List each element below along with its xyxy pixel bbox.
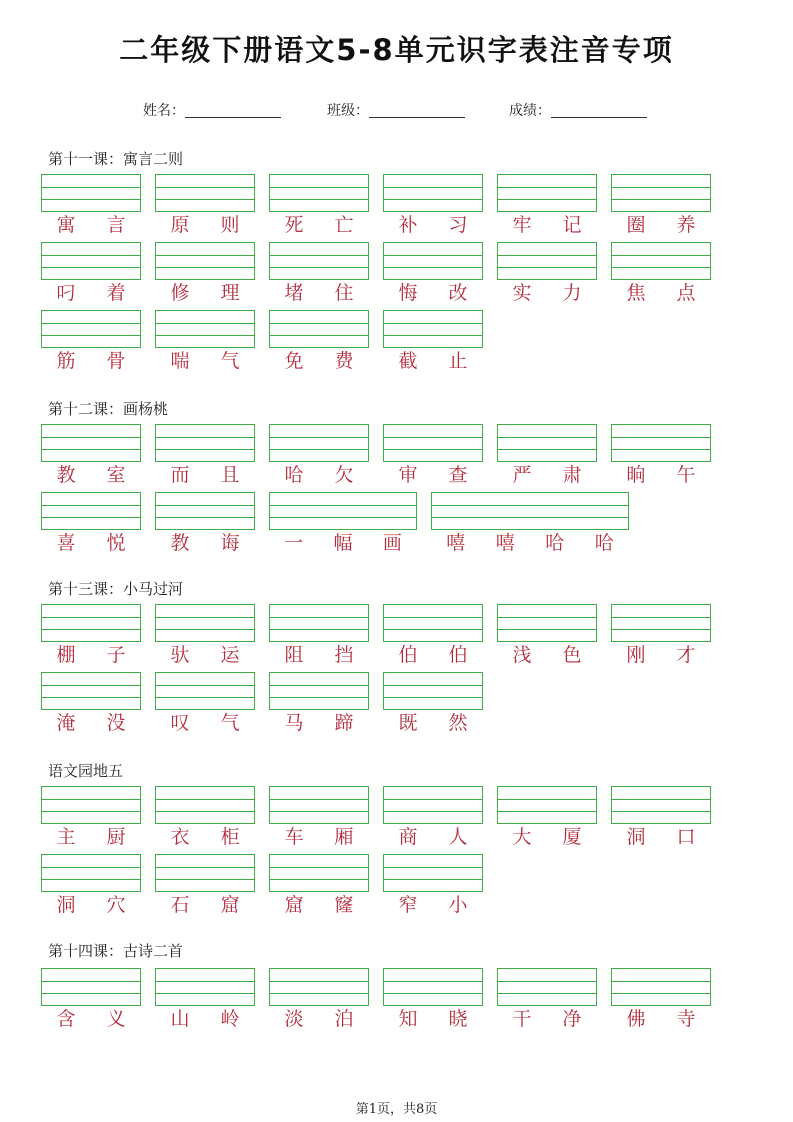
word-item	[41, 604, 141, 666]
character: 驮	[170, 644, 190, 666]
character: 窄	[398, 894, 418, 916]
character: 气	[220, 712, 240, 734]
character: 然	[448, 712, 468, 734]
class-blank[interactable]	[369, 103, 465, 118]
pinyin-writing-box[interactable]	[611, 786, 711, 824]
pinyin-writing-box[interactable]	[269, 968, 369, 1006]
word-characters	[383, 1008, 483, 1030]
character: 实	[512, 282, 532, 304]
lesson-title: 第十四课：古诗二首	[48, 942, 184, 960]
pinyin-writing-box[interactable]	[383, 672, 483, 710]
pinyin-writing-box[interactable]	[383, 174, 483, 212]
character: 嘻	[446, 532, 466, 554]
character: 厦	[562, 826, 582, 848]
word-characters	[611, 1008, 711, 1030]
word-item	[383, 424, 483, 486]
character: 棚	[56, 644, 76, 666]
pinyin-writing-box[interactable]	[41, 242, 141, 280]
word-characters	[41, 350, 141, 372]
word-item	[269, 310, 369, 372]
word-item	[383, 786, 483, 848]
word-characters	[497, 644, 597, 666]
word-item	[431, 492, 629, 554]
pinyin-writing-box[interactable]	[269, 424, 369, 462]
character: 午	[676, 464, 696, 486]
character: 严	[512, 464, 532, 486]
character: 衣	[170, 826, 190, 848]
word-item	[611, 242, 711, 304]
character: 浅	[512, 644, 532, 666]
word-characters	[497, 214, 597, 236]
character: 免	[284, 350, 304, 372]
word-characters	[383, 712, 483, 734]
word-item	[383, 310, 483, 372]
pinyin-writing-box[interactable]	[155, 968, 255, 1006]
character: 点	[676, 282, 696, 304]
word-item	[383, 968, 483, 1030]
character: 商	[398, 826, 418, 848]
word-characters	[155, 532, 255, 554]
character: 山	[170, 1008, 190, 1030]
character: 修	[170, 282, 190, 304]
pinyin-writing-box[interactable]	[383, 854, 483, 892]
word-characters	[41, 282, 141, 304]
word-item	[41, 242, 141, 304]
pinyin-writing-box[interactable]	[269, 492, 417, 530]
character: 室	[106, 464, 126, 486]
character: 哈	[594, 532, 614, 554]
character: 晌	[626, 464, 646, 486]
character: 柜	[220, 826, 240, 848]
word-characters	[155, 894, 255, 916]
word-item	[155, 604, 255, 666]
word-item	[155, 242, 255, 304]
word-item	[155, 492, 255, 554]
word-characters	[155, 826, 255, 848]
character: 悦	[106, 532, 126, 554]
word-item	[155, 672, 255, 734]
character: 骨	[106, 350, 126, 372]
character: 费	[334, 350, 354, 372]
pinyin-writing-box[interactable]	[269, 672, 369, 710]
word-item	[41, 854, 141, 916]
character: 佛	[626, 1008, 646, 1030]
word-item	[269, 604, 369, 666]
character: 叹	[170, 712, 190, 734]
character: 言	[106, 214, 126, 236]
pinyin-writing-box[interactable]	[155, 492, 255, 530]
character: 寺	[676, 1008, 696, 1030]
pinyin-writing-box[interactable]	[269, 174, 369, 212]
pinyin-writing-box[interactable]	[41, 672, 141, 710]
character: 干	[512, 1008, 532, 1030]
word-item	[155, 786, 255, 848]
word-characters	[497, 464, 597, 486]
character: 人	[448, 826, 468, 848]
name-field	[143, 100, 281, 120]
word-characters	[155, 464, 255, 486]
word-item	[155, 854, 255, 916]
word-item	[269, 492, 417, 554]
word-item	[155, 968, 255, 1030]
pinyin-writing-box[interactable]	[155, 242, 255, 280]
character: 子	[106, 644, 126, 666]
character: 车	[284, 826, 304, 848]
pinyin-writing-box[interactable]	[611, 604, 711, 642]
character: 改	[448, 282, 468, 304]
score-blank[interactable]	[551, 103, 647, 118]
word-characters	[269, 464, 369, 486]
word-characters	[497, 282, 597, 304]
word-item	[269, 786, 369, 848]
character: 堵	[284, 282, 304, 304]
word-item	[41, 492, 141, 554]
pinyin-writing-box[interactable]	[497, 242, 597, 280]
pinyin-writing-box[interactable]	[155, 424, 255, 462]
word-item	[383, 672, 483, 734]
pinyin-writing-box[interactable]	[155, 310, 255, 348]
character: 义	[106, 1008, 126, 1030]
word-characters	[41, 532, 141, 554]
word-item	[41, 424, 141, 486]
character: 刚	[626, 644, 646, 666]
pinyin-writing-box[interactable]	[155, 786, 255, 824]
pinyin-writing-box[interactable]	[155, 854, 255, 892]
character: 寓	[56, 214, 76, 236]
pinyin-writing-box[interactable]	[611, 174, 711, 212]
word-characters	[41, 1008, 141, 1030]
character: 才	[676, 644, 696, 666]
character: 色	[562, 644, 582, 666]
pinyin-writing-box[interactable]	[497, 786, 597, 824]
character: 肃	[562, 464, 582, 486]
pinyin-writing-box[interactable]	[383, 786, 483, 824]
character: 画	[382, 532, 402, 554]
character: 厢	[334, 826, 354, 848]
pinyin-writing-box[interactable]	[269, 854, 369, 892]
pinyin-writing-box[interactable]	[41, 310, 141, 348]
character: 窟	[220, 894, 240, 916]
word-item	[497, 174, 597, 236]
character: 习	[448, 214, 468, 236]
character: 伯	[398, 644, 418, 666]
word-item	[383, 242, 483, 304]
word-item	[269, 174, 369, 236]
class-field	[327, 100, 465, 120]
word-item	[383, 604, 483, 666]
word-characters	[155, 282, 255, 304]
word-item	[611, 786, 711, 848]
word-characters	[269, 826, 369, 848]
pinyin-writing-box[interactable]	[41, 968, 141, 1006]
word-characters	[155, 350, 255, 372]
pinyin-writing-box[interactable]	[155, 672, 255, 710]
word-characters	[155, 644, 255, 666]
pinyin-writing-box[interactable]	[383, 242, 483, 280]
character: 亡	[334, 214, 354, 236]
word-characters	[41, 712, 141, 734]
pinyin-writing-box[interactable]	[269, 604, 369, 642]
word-characters	[269, 712, 369, 734]
character: 审	[398, 464, 418, 486]
character: 诲	[220, 532, 240, 554]
word-characters	[611, 826, 711, 848]
pinyin-writing-box[interactable]	[41, 424, 141, 462]
lesson-title: 语文园地五	[48, 762, 124, 780]
word-characters	[41, 214, 141, 236]
word-item	[41, 786, 141, 848]
pinyin-writing-box[interactable]	[269, 242, 369, 280]
word-item	[611, 424, 711, 486]
word-item	[155, 174, 255, 236]
word-item	[269, 424, 369, 486]
word-characters	[383, 894, 483, 916]
word-characters	[611, 644, 711, 666]
word-characters	[269, 532, 417, 554]
word-item	[497, 968, 597, 1030]
word-characters	[383, 350, 483, 372]
character: 圈	[626, 214, 646, 236]
character: 补	[398, 214, 418, 236]
character: 牢	[512, 214, 532, 236]
character: 筋	[56, 350, 76, 372]
lesson-title: 第十一课：寓言二则	[48, 150, 184, 168]
pinyin-writing-box[interactable]	[41, 786, 141, 824]
character: 哈	[284, 464, 304, 486]
lesson-title: 第十二课：画杨桃	[48, 400, 169, 418]
word-characters	[41, 644, 141, 666]
character: 焦	[626, 282, 646, 304]
character: 悔	[398, 282, 418, 304]
name-label: 姓名：	[143, 103, 185, 119]
character: 幅	[333, 532, 353, 554]
character: 知	[398, 1008, 418, 1030]
pinyin-writing-box[interactable]	[497, 968, 597, 1006]
pinyin-writing-box[interactable]	[611, 242, 711, 280]
pinyin-writing-box[interactable]	[497, 174, 597, 212]
character: 马	[284, 712, 304, 734]
word-item	[41, 310, 141, 372]
word-item	[497, 604, 597, 666]
word-item	[497, 424, 597, 486]
character: 含	[56, 1008, 76, 1030]
character: 淹	[56, 712, 76, 734]
word-characters	[383, 214, 483, 236]
character: 则	[220, 214, 240, 236]
character: 窿	[334, 894, 354, 916]
pinyin-writing-box[interactable]	[383, 424, 483, 462]
pinyin-writing-box[interactable]	[155, 604, 255, 642]
pinyin-writing-box[interactable]	[383, 968, 483, 1006]
word-characters	[383, 644, 483, 666]
name-blank[interactable]	[185, 103, 281, 118]
word-characters	[155, 1008, 255, 1030]
character: 住	[334, 282, 354, 304]
word-characters	[497, 826, 597, 848]
word-characters	[269, 1008, 369, 1030]
character: 净	[562, 1008, 582, 1030]
character: 止	[448, 350, 468, 372]
word-item	[269, 968, 369, 1030]
character: 原	[170, 214, 190, 236]
character: 记	[562, 214, 582, 236]
word-item	[611, 604, 711, 666]
word-characters	[383, 464, 483, 486]
word-item	[155, 310, 255, 372]
word-item	[41, 672, 141, 734]
pinyin-writing-box[interactable]	[269, 310, 369, 348]
word-item	[269, 854, 369, 916]
pinyin-writing-box[interactable]	[155, 174, 255, 212]
word-characters	[497, 1008, 597, 1030]
word-characters	[155, 214, 255, 236]
pinyin-writing-box[interactable]	[41, 604, 141, 642]
word-characters	[269, 644, 369, 666]
word-characters	[611, 282, 711, 304]
character: 气	[220, 350, 240, 372]
word-item	[41, 968, 141, 1030]
word-item	[497, 786, 597, 848]
word-item	[611, 174, 711, 236]
pinyin-writing-box[interactable]	[497, 424, 597, 462]
word-characters	[611, 464, 711, 486]
character: 石	[170, 894, 190, 916]
character: 教	[170, 532, 190, 554]
character: 教	[56, 464, 76, 486]
pinyin-writing-box[interactable]	[383, 604, 483, 642]
word-item	[41, 174, 141, 236]
word-characters	[41, 894, 141, 916]
word-characters	[41, 464, 141, 486]
character: 口	[676, 826, 696, 848]
character: 晓	[448, 1008, 468, 1030]
character: 着	[106, 282, 126, 304]
character: 既	[398, 712, 418, 734]
character: 小	[448, 894, 468, 916]
word-characters	[269, 350, 369, 372]
word-item	[155, 424, 255, 486]
word-characters	[41, 826, 141, 848]
word-characters	[383, 826, 483, 848]
character: 喘	[170, 350, 190, 372]
character: 运	[220, 644, 240, 666]
character: 泊	[334, 1008, 354, 1030]
pinyin-writing-box[interactable]	[41, 174, 141, 212]
character: 一	[284, 532, 304, 554]
word-characters	[155, 712, 255, 734]
word-item	[383, 854, 483, 916]
character: 力	[562, 282, 582, 304]
character: 阻	[284, 644, 304, 666]
character: 嘻	[495, 532, 515, 554]
pinyin-writing-box[interactable]	[431, 492, 629, 530]
pinyin-writing-box[interactable]	[269, 786, 369, 824]
page-title: 二年级下册语文5-8单元识字表注音专项	[119, 33, 674, 67]
pinyin-writing-box[interactable]	[611, 968, 711, 1006]
character: 而	[170, 464, 190, 486]
character: 挡	[334, 644, 354, 666]
word-characters	[269, 894, 369, 916]
score-field	[509, 100, 647, 120]
word-characters	[611, 214, 711, 236]
character: 欠	[334, 464, 354, 486]
score-label: 成绩：	[509, 103, 551, 119]
pinyin-writing-box[interactable]	[611, 424, 711, 462]
character: 截	[398, 350, 418, 372]
character: 穴	[106, 894, 126, 916]
class-label: 班级：	[327, 103, 369, 119]
character: 叼	[56, 282, 76, 304]
character: 主	[56, 826, 76, 848]
pinyin-writing-box[interactable]	[383, 310, 483, 348]
character: 大	[512, 826, 532, 848]
character: 喜	[56, 532, 76, 554]
word-item	[497, 242, 597, 304]
word-item	[383, 174, 483, 236]
character: 厨	[106, 826, 126, 848]
character: 伯	[448, 644, 468, 666]
word-characters	[269, 282, 369, 304]
word-item	[611, 968, 711, 1030]
lesson-title: 第十三课：小马过河	[48, 580, 184, 598]
word-characters	[431, 532, 629, 554]
character: 死	[284, 214, 304, 236]
word-characters	[269, 214, 369, 236]
character: 洞	[626, 826, 646, 848]
character: 养	[676, 214, 696, 236]
word-characters	[383, 282, 483, 304]
character: 蹄	[334, 712, 354, 734]
word-item	[269, 672, 369, 734]
character: 哈	[545, 532, 565, 554]
character: 岭	[220, 1008, 240, 1030]
pinyin-writing-box[interactable]	[497, 604, 597, 642]
character: 没	[106, 712, 126, 734]
pinyin-writing-box[interactable]	[41, 854, 141, 892]
character: 查	[448, 464, 468, 486]
character: 窟	[284, 894, 304, 916]
page-footer: 第1页，共8页	[355, 1102, 438, 1117]
pinyin-writing-box[interactable]	[41, 492, 141, 530]
character: 且	[220, 464, 240, 486]
word-item	[269, 242, 369, 304]
character: 淡	[284, 1008, 304, 1030]
character: 理	[220, 282, 240, 304]
character: 洞	[56, 894, 76, 916]
